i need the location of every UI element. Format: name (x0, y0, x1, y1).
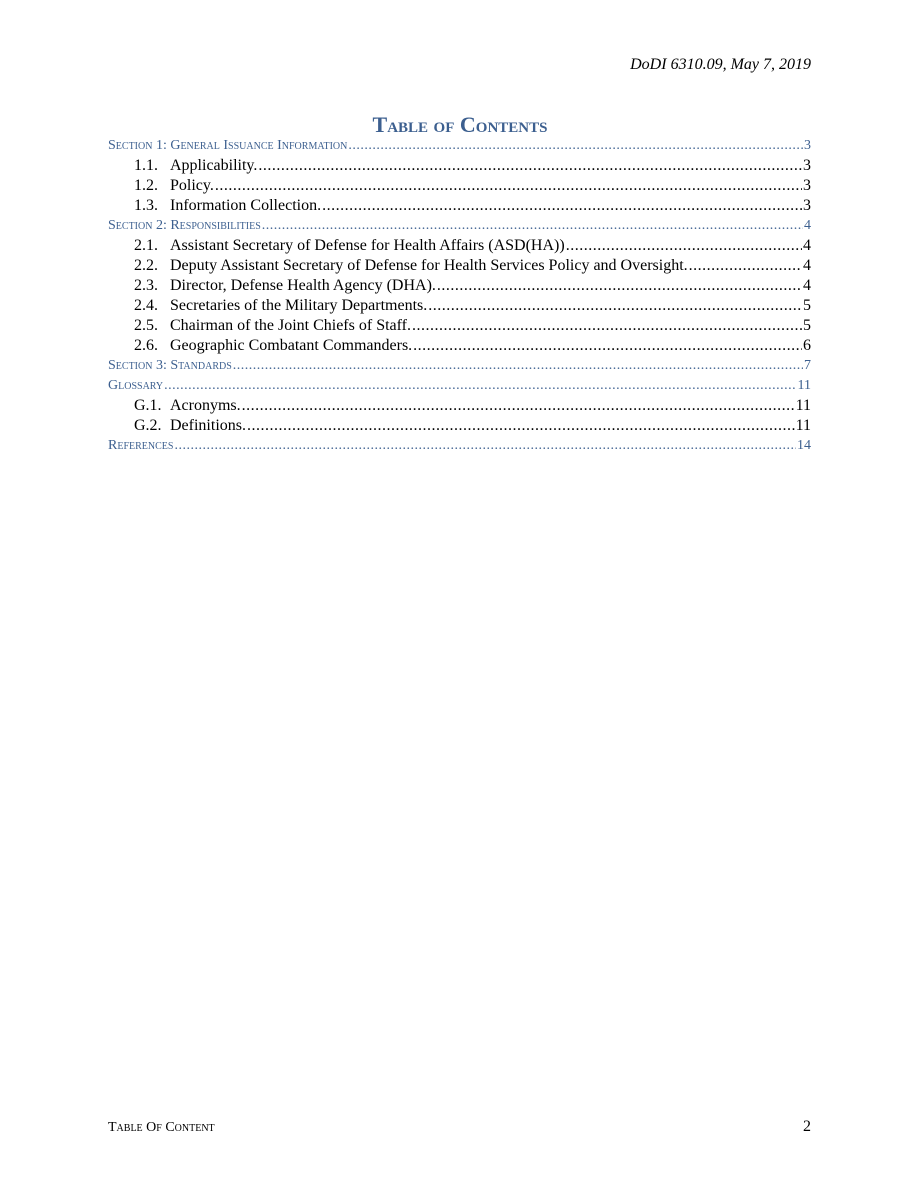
toc-entry-text: Section 3: Standards (108, 358, 232, 373)
toc-entry-label (134, 196, 321, 216)
toc-section-link[interactable] (108, 376, 811, 396)
dot-leader (412, 316, 802, 336)
toc-subsection-link[interactable] (108, 156, 811, 176)
toc-entry-label (134, 176, 214, 196)
toc-entry-text: Geographic Combatant Commanders. (170, 337, 413, 354)
toc-entry-label (134, 396, 241, 416)
table-of-contents (108, 136, 811, 456)
toc-entry-number: 2.2. (134, 257, 158, 274)
toc-entry-text: Chairman of the Joint Chiefs of Staff. (170, 317, 411, 334)
toc-entry-page: 4 (804, 218, 811, 233)
toc-entry-number: G.2. (134, 417, 162, 434)
toc-section-link[interactable] (108, 216, 811, 236)
toc-entry-label (108, 376, 163, 396)
toc-section-link[interactable] (108, 436, 811, 456)
toc-entry-text: Policy. (170, 177, 214, 194)
toc-entry-page: 3 (804, 138, 811, 153)
toc-entry-number: 1.2. (134, 177, 158, 194)
toc-entry-text: Section 1: General Issuance Information (108, 138, 348, 153)
toc-entry-page: 5 (803, 297, 811, 314)
toc-entry-text: Glossary (108, 378, 164, 393)
toc-subsection-link[interactable] (108, 336, 811, 356)
toc-entry-page: 4 (803, 237, 811, 254)
toc-entry-page: 11 (795, 397, 811, 414)
toc-entry-text: Definitions. (170, 417, 246, 434)
toc-subsection-link[interactable] (108, 236, 811, 256)
dot-leader (566, 236, 802, 256)
toc-entry-page: 14 (797, 438, 811, 453)
toc-entry-number: G.1. (134, 397, 162, 414)
dot-leader (233, 356, 803, 376)
toc-title: Table of Contents (372, 112, 548, 137)
toc-subsection-link[interactable] (108, 396, 811, 416)
toc-subsection-link[interactable] (108, 416, 811, 436)
toc-entry-label (134, 296, 427, 316)
running-header: DoDI 6310.09, May 7, 2019 (630, 56, 811, 73)
dot-leader (174, 436, 796, 456)
toc-entry-page: 3 (803, 177, 811, 194)
toc-subsection-link[interactable] (108, 176, 811, 196)
toc-entry-text: Assistant Secretary of Defense for Health Affairs (ASD(HA)) (170, 237, 565, 254)
toc-entry-label (134, 236, 565, 256)
toc-entry-number: 2.3. (134, 277, 158, 294)
toc-subsection-link[interactable] (108, 196, 811, 216)
running-footer: Table Of Content (108, 1120, 215, 1135)
toc-entry-page: 6 (803, 337, 811, 354)
toc-entry-text: Secretaries of the Military Departments. (170, 297, 428, 314)
toc-entry-page: 5 (803, 317, 811, 334)
dot-leader (413, 336, 802, 356)
toc-entry-text: References (108, 438, 174, 453)
toc-entry-page: 11 (797, 378, 811, 393)
toc-entry-number: 2.6. (134, 337, 158, 354)
toc-entry-label (134, 316, 411, 336)
toc-entry-label (134, 156, 257, 176)
dot-leader (242, 396, 795, 416)
toc-entry-number: 2.4. (134, 297, 158, 314)
toc-entry-label (134, 276, 436, 296)
dot-leader (164, 376, 796, 396)
toc-section-link[interactable] (108, 136, 811, 156)
dot-leader (437, 276, 802, 296)
dot-leader (322, 196, 802, 216)
toc-entry-page: 3 (803, 157, 811, 174)
toc-entry-number: 2.5. (134, 317, 158, 334)
toc-entry-label (108, 436, 173, 456)
toc-entry-label (134, 336, 412, 356)
dot-leader (689, 256, 802, 276)
toc-entry-text: Section 2: Responsibilities (108, 218, 261, 233)
toc-entry-text: Information Collection. (170, 197, 322, 214)
toc-entry-number: 1.3. (134, 197, 158, 214)
toc-section-link[interactable] (108, 356, 811, 376)
toc-entry-number: 2.1. (134, 237, 158, 254)
toc-entry-number: 1.1. (134, 157, 158, 174)
toc-entry-text: Applicability. (170, 157, 258, 174)
toc-entry-label (134, 416, 246, 436)
toc-entry-page: 4 (803, 257, 811, 274)
dot-leader (262, 216, 803, 236)
page-number: 2 (803, 1118, 811, 1135)
toc-subsection-link[interactable] (108, 316, 811, 336)
dot-leader (348, 136, 803, 156)
toc-subsection-link[interactable] (108, 276, 811, 296)
dot-leader (428, 296, 802, 316)
toc-entry-label (108, 216, 261, 236)
toc-subsection-link[interactable] (108, 256, 811, 276)
toc-entry-label (108, 136, 347, 156)
toc-entry-page: 4 (803, 277, 811, 294)
dot-leader (215, 176, 802, 196)
toc-entry-page: 3 (803, 197, 811, 214)
toc-entry-text: Acronyms. (170, 397, 241, 414)
toc-entry-label (108, 356, 232, 376)
toc-entry-label (134, 256, 688, 276)
toc-entry-page: 7 (804, 358, 811, 373)
dot-leader (258, 156, 802, 176)
toc-entry-text: Director, Defense Health Agency (DHA). (170, 277, 436, 294)
toc-subsection-link[interactable] (108, 296, 811, 316)
dot-leader (247, 416, 795, 436)
toc-entry-page: 11 (795, 417, 811, 434)
toc-entry-text: Deputy Assistant Secretary of Defense for Health Services Policy and Oversight. (170, 257, 688, 274)
